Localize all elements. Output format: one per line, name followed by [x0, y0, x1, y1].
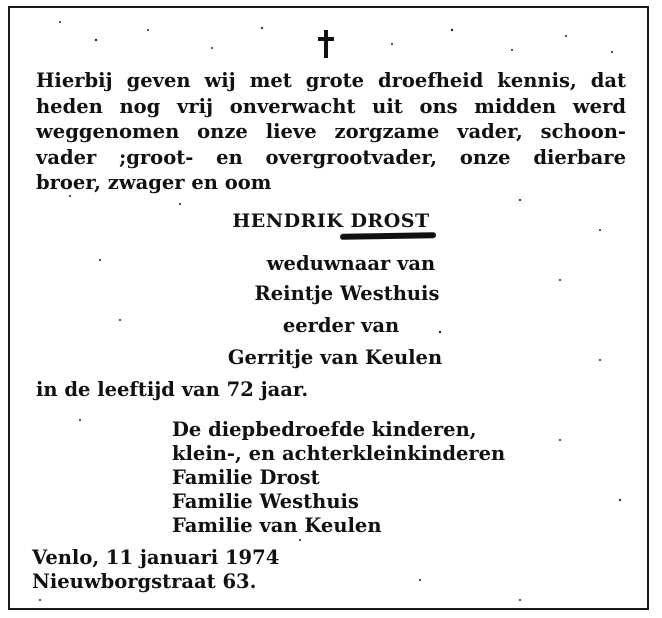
address: Nieuwborgstraat 63.	[32, 570, 257, 593]
relation-widower: weduwnaar van	[266, 252, 436, 275]
signatories	[172, 418, 505, 538]
footer	[32, 546, 279, 594]
intro-text	[36, 68, 626, 196]
signatory-line: Familie van Keulen	[172, 514, 382, 537]
intro-line: weggenomen onze lieve zorgzame vader, schoon-	[36, 120, 626, 143]
relation-earlier: eerder van	[282, 314, 400, 337]
age-line: in de leeftijd van 72 jaar.	[36, 378, 309, 401]
cross-icon	[318, 30, 334, 58]
signatory-line: Familie Westhuis	[172, 490, 359, 513]
intro-line: vader ;groot- en overgrootvader, onze dierbare	[36, 145, 626, 169]
spouse-name-first: Reintje Westhuis	[254, 282, 440, 305]
signatory-line: De diepbedroefde kinderen,	[172, 418, 477, 441]
intro-line: broer, zwager en oom	[36, 171, 272, 194]
deceased-name: HENDRIK DROST	[232, 210, 430, 232]
intro-line: heden nog vrij onverwacht uit ons midden werd	[36, 94, 626, 118]
signatory-line: klein-, en achterkleinkinderen	[172, 442, 506, 465]
signatory-line: Familie Drost	[172, 466, 320, 489]
spouse-name-second: Gerritje van Keulen	[227, 346, 443, 369]
place-date: Venlo, 11 januari 1974	[32, 546, 280, 569]
intro-line: Hierbij geven wij met grote droefheid kennis, dat	[36, 69, 626, 92]
